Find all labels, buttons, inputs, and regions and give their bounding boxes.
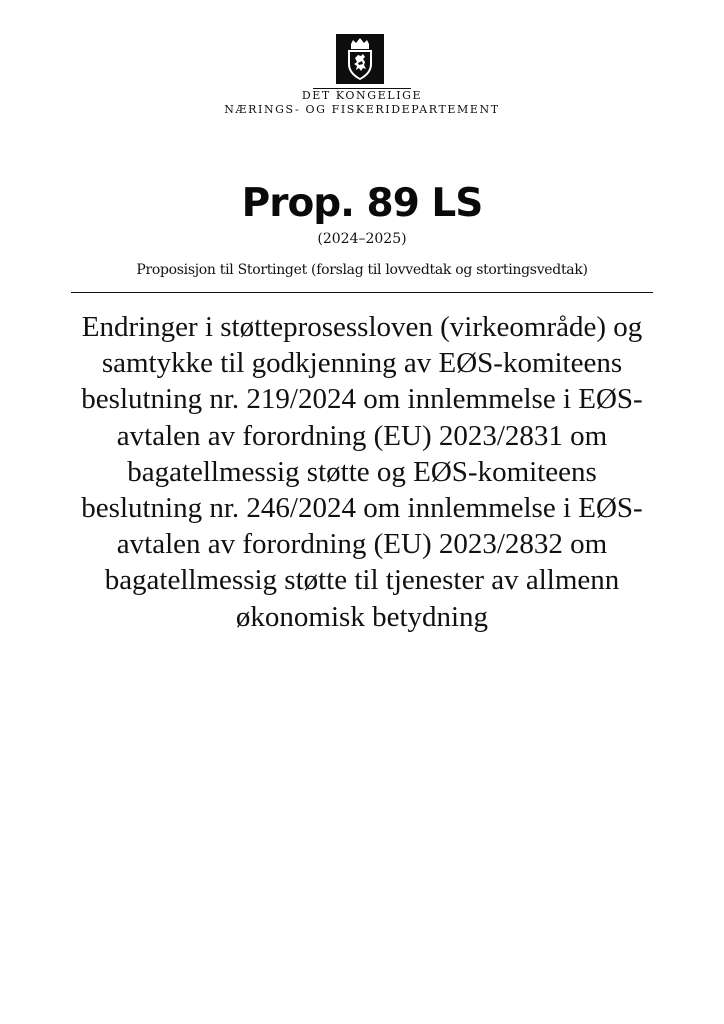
title-divider	[71, 292, 653, 293]
proposition-subtitle: Proposisjon til Stortinget (forslag til lovvedtak og stortingsvedtak)	[136, 262, 588, 278]
department-line-2: NÆRINGS- OG FISKERIDEPARTEMENT	[224, 103, 500, 116]
department-header	[0, 88, 724, 117]
proposition-title: Prop. 89 LS	[241, 181, 483, 226]
coat-of-arms-logo	[336, 34, 384, 84]
session-years: (2024–2025)	[317, 231, 407, 247]
department-line-1: DET KONGELIGE	[301, 89, 423, 102]
main-title: Endringer i støtteprosessloven (virkeområde) og samtykke til godkjenning av EØS-komiteens beslutning nr. 219/2024 om innlemmelse i EØS-avtalen av forordning (EU) 2023/2831 om bagatellmessig støtte og EØS-komiteens beslutning nr. 246/2024 om innlemmelse i EØS-avtalen av forordning (EU) 2023/2832 om bagatellmessig støtte til tjenester av allmenn økonomisk betydning	[81, 311, 643, 633]
